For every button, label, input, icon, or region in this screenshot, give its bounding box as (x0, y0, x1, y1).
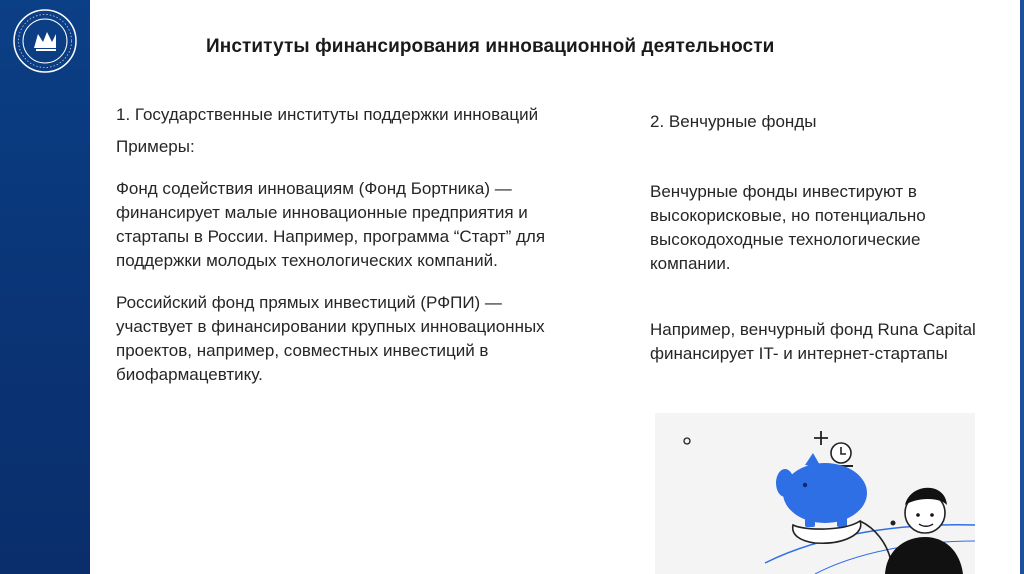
right-edge-rule (1020, 0, 1024, 574)
right-column (650, 110, 980, 408)
sidebar (0, 0, 90, 574)
left-paragraph-2: Российский фонд прямых инвестиций (РФПИ) — участвует в финансировании крупных инновационных проектов, например, совместных инвестиций в биофармацевтику. (116, 293, 545, 384)
examples-label: Примеры: (116, 137, 195, 156)
right-paragraph-2: Например, венчурный фонд Runa Capital финансирует IT- и интернет-стартапы (650, 320, 976, 363)
piggy-bank-illustration (655, 413, 975, 574)
right-paragraph-1: Венчурные фонды инвестируют в высокорисковые, но потенциально высокодоходные технологические компании. (650, 182, 926, 273)
left-column (116, 103, 556, 405)
university-logo-icon (12, 8, 78, 74)
right-heading: 2. Венчурные фонды (650, 112, 817, 131)
slide-title: Институты финансирования инновационной деятельности (206, 36, 775, 57)
left-heading: 1. Государственные институты поддержки инноваций (116, 105, 539, 124)
left-paragraph-1: Фонд содействия инновациям (Фонд Бортника) — финансирует малые инновационные предприятия и стартапы в России. Например, программа “Старт” для поддержки молодых технологических компаний. (116, 179, 546, 270)
